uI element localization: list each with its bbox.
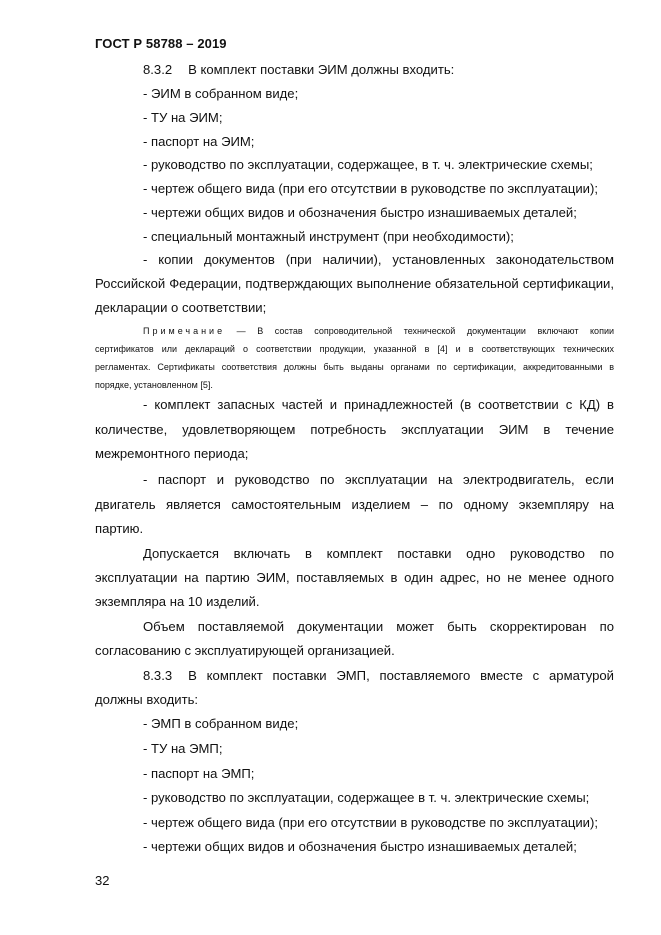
page-number: 32 bbox=[95, 873, 110, 888]
section-8-3-2-intro bbox=[143, 62, 614, 78]
note-dash: — bbox=[225, 326, 258, 336]
paragraph-line: Российской Федерации, подтверждающих выполнение обязательной сертификации, bbox=[95, 276, 614, 291]
paragraph-line: Допускается включать в комплект поставки одно руководство по bbox=[143, 546, 614, 561]
paragraph-line: межремонтного периода; bbox=[95, 446, 249, 461]
list-item: - паспорт на ЭМП; bbox=[143, 766, 255, 781]
note-text: В состав сопроводительной технической документации включают копии bbox=[257, 326, 614, 336]
document-header: ГОСТ Р 58788 – 2019 bbox=[95, 36, 227, 51]
note-line: сертификатов или деклараций о соответствии продукции, указанной в [4] и в соответствующих технических bbox=[95, 344, 614, 354]
section-intro-text: В комплект поставки ЭМП, поставляемого вместе с арматурой bbox=[188, 668, 614, 683]
list-item: - ЭИМ в собранном виде; bbox=[143, 86, 299, 101]
list-item: - паспорт на ЭИМ; bbox=[143, 134, 255, 149]
paragraph-line: согласованию с эксплуатирующей организацией. bbox=[95, 643, 395, 658]
list-item: - чертеж общего вида (при его отсутствии в руководстве по эксплуатации); bbox=[143, 181, 598, 196]
paragraph-line: Объем поставляемой документации может быть скорректирован по bbox=[143, 619, 614, 634]
note-line: регламентах. Сертификаты соответствия должны быть выданы органами по сертификации, аккредитованными в bbox=[95, 362, 614, 372]
paragraph-line: - комплект запасных частей и принадлежностей (в соответствии с КД) в bbox=[143, 397, 614, 412]
section-intro-text: В комплект поставки ЭИМ должны входить: bbox=[188, 62, 455, 77]
section-8-3-3-intro bbox=[143, 668, 614, 684]
list-item: - чертежи общих видов и обозначения быстро изнашиваемых деталей; bbox=[143, 205, 577, 220]
note-first-line bbox=[143, 325, 614, 337]
list-item: - руководство по эксплуатации, содержащее в т. ч. электрические схемы; bbox=[143, 790, 590, 805]
paragraph-line: количестве, удовлетворяющем потребность эксплуатации ЭИМ в течение bbox=[95, 422, 614, 437]
paragraph-line: - копии документов (при наличии), установленных законодательством bbox=[143, 252, 614, 267]
note-line: порядке, установленном [5]. bbox=[95, 380, 213, 390]
paragraph-line: - паспорт и руководство по эксплуатации на электродвигатель, если bbox=[143, 472, 614, 487]
list-item: - руководство по эксплуатации, содержащее, в т. ч. электрические схемы; bbox=[143, 157, 593, 172]
list-item: - ТУ на ЭМП; bbox=[143, 741, 223, 756]
list-item: - специальный монтажный инструмент (при необходимости); bbox=[143, 229, 514, 244]
section-number: 8.3.2 bbox=[143, 62, 173, 77]
list-item: - чертежи общих видов и обозначения быстро изнашиваемых деталей; bbox=[143, 839, 577, 854]
list-item: - чертеж общего вида (при его отсутствии в руководстве по эксплуатации); bbox=[143, 815, 598, 830]
paragraph-line: должны входить: bbox=[95, 692, 199, 707]
paragraph-line: экземпляра на 10 изделий. bbox=[95, 594, 260, 609]
list-item: - ЭМП в собранном виде; bbox=[143, 716, 299, 731]
section-number: 8.3.3 bbox=[143, 668, 173, 683]
note-label: Примечание bbox=[143, 326, 226, 336]
paragraph-line: декларации о соответствии; bbox=[95, 300, 267, 315]
paragraph-line: партию. bbox=[95, 521, 144, 536]
list-item: - ТУ на ЭИМ; bbox=[143, 110, 223, 125]
paragraph-line: двигатель является самостоятельным изделием – по одному экземпляру на bbox=[95, 497, 614, 512]
paragraph-line: эксплуатации на партию ЭИМ, поставляемых в один адрес, но не менее одного bbox=[95, 570, 614, 585]
